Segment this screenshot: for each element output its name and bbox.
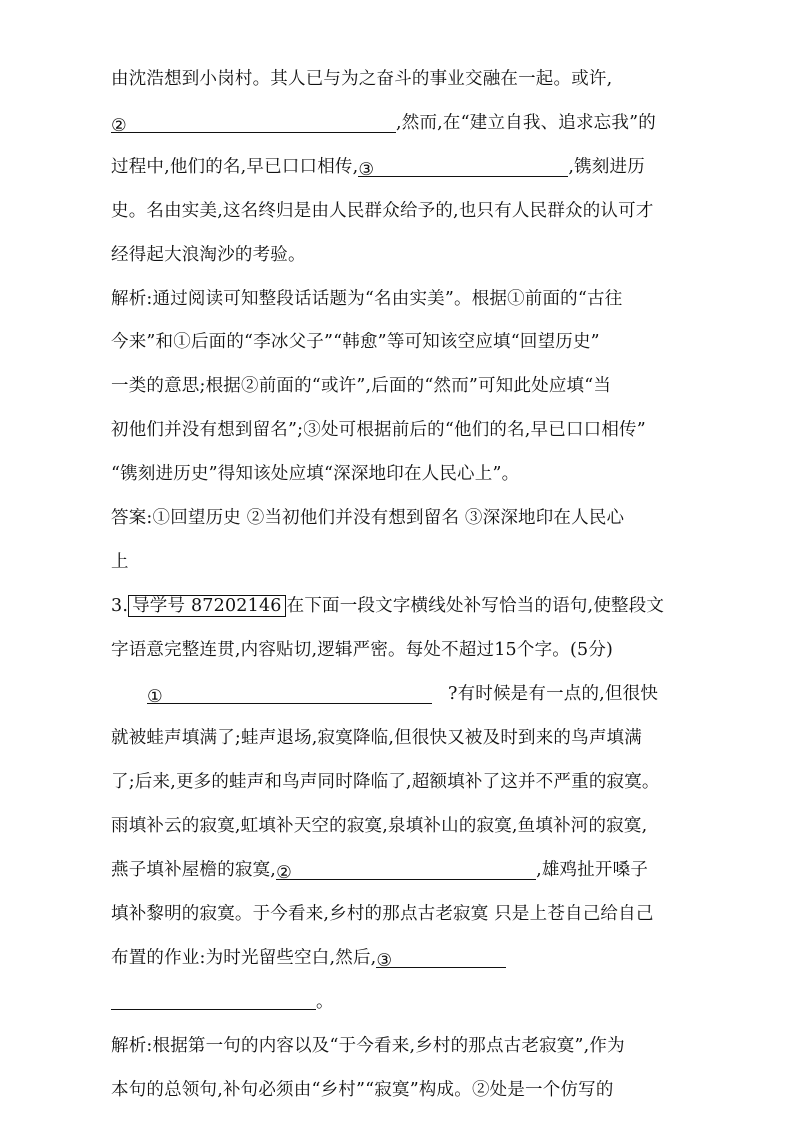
line-text: 燕子填补屋檐的寂寞, bbox=[111, 860, 277, 880]
analysis-line bbox=[111, 374, 691, 398]
analysis-line bbox=[111, 462, 691, 486]
line-text: 本句的总领句,补句必须由“乡村”“寂寞”构成。②处是一个仿写的 bbox=[111, 1080, 614, 1100]
line-text: 过程中,他们的名,早已口口相传, bbox=[111, 157, 359, 177]
line-text: 一类的意思;根据②前面的“或许”,后面的“然而”可知此处应填“当 bbox=[111, 376, 612, 396]
line-text: ,然而,在“建立自我、追求忘我”的 bbox=[396, 113, 656, 133]
blank-marker: ① bbox=[147, 687, 163, 707]
blank-marker: ③ bbox=[358, 160, 375, 180]
analysis-line bbox=[111, 1078, 691, 1102]
fill-blank-3-continued[interactable] bbox=[111, 991, 316, 1010]
line-text: ,雄鸡扯开嗓子 bbox=[536, 860, 649, 880]
text-line bbox=[111, 67, 691, 91]
study-id-box: 导学号 87202146 bbox=[128, 595, 286, 617]
text-line bbox=[111, 199, 691, 223]
question-line bbox=[111, 638, 691, 662]
passage-line bbox=[111, 990, 691, 1014]
analysis-line bbox=[111, 287, 691, 311]
passage-line bbox=[111, 726, 691, 750]
line-text: 解析:根据第一句的内容以及“于今看来,乡村的那点古老寂寞”,作为 bbox=[111, 1036, 625, 1056]
line-text: 史。名由实美,这名终归是由人民群众给予的,也只有人民群众的认可才 bbox=[111, 201, 654, 221]
blank-marker: ② bbox=[111, 116, 127, 136]
passage-line bbox=[111, 902, 691, 926]
passage-line bbox=[111, 946, 691, 970]
blank-marker: ② bbox=[276, 863, 292, 883]
blank-marker: ③ bbox=[376, 951, 393, 971]
line-text: 经得起大浪淘沙的考验。 bbox=[111, 245, 306, 265]
analysis-line bbox=[111, 330, 691, 354]
fill-blank-2[interactable] bbox=[276, 861, 536, 883]
line-text: ?有时候是有一点的,但很快 bbox=[448, 684, 659, 704]
text-line bbox=[111, 111, 691, 135]
line-text: ,镌刻进历 bbox=[568, 157, 645, 177]
line-text: 雨填补云的寂寞,虹填补天空的寂寞,泉填补山的寂寞,鱼填补河的寂寞, bbox=[111, 816, 648, 836]
fill-blank-1[interactable] bbox=[147, 685, 432, 707]
question-number: 3. bbox=[111, 596, 129, 616]
fill-blank-3[interactable] bbox=[376, 949, 506, 971]
line-text: 上 bbox=[111, 552, 129, 572]
line-text: 答案:①回望历史 ②当初他们并没有想到留名 ③深深地印在人民心 bbox=[111, 508, 625, 528]
text-line bbox=[111, 155, 691, 179]
line-text: 。 bbox=[316, 992, 334, 1012]
fill-blank-2[interactable] bbox=[111, 114, 396, 136]
analysis-line bbox=[111, 1034, 691, 1058]
passage-line bbox=[111, 814, 691, 838]
line-text: 了;后来,更多的蛙声和鸟声同时降临了,超额填补了这并不严重的寂寞。 bbox=[111, 772, 660, 792]
analysis-line bbox=[111, 418, 691, 442]
line-text: 布置的作业:为时光留些空白,然后, bbox=[111, 948, 377, 968]
line-text: 填补黎明的寂寞。于今看来,乡村的那点古老寂寞 只是上苍自己给自己 bbox=[111, 904, 654, 924]
answer-line bbox=[111, 550, 691, 574]
line-text: 就被蛙声填满了;蛙声退场,寂寞降临,但很快又被及时到来的鸟声填满 bbox=[111, 728, 642, 748]
line-text: 由沈浩想到小岗村。其人已与为之奋斗的事业交融在一起。或许, bbox=[111, 69, 613, 89]
passage-line bbox=[111, 682, 691, 706]
passage-line bbox=[111, 858, 691, 882]
passage-line bbox=[111, 770, 691, 794]
answer-line bbox=[111, 506, 691, 530]
line-text: 在下面一段文字横线处补写恰当的语句,使整段文 bbox=[286, 596, 665, 616]
line-text: 初他们并没有想到留名”;③处可根据前后的“他们的名,早已口口相传” bbox=[111, 420, 646, 440]
line-text: 今来”和①后面的“李冰父子”“韩愈”等可知该空应填“回望历史” bbox=[111, 332, 600, 352]
line-text: 解析:通过阅读可知整段话话题为“名由实美”。根据①前面的“古往 bbox=[111, 289, 623, 309]
fill-blank-3[interactable] bbox=[358, 158, 568, 180]
question-line bbox=[111, 594, 691, 618]
text-line bbox=[111, 243, 691, 267]
line-text: 字语意完整连贯,内容贴切,逻辑严密。每处不超过15个字。(5分) bbox=[111, 640, 614, 660]
line-text: “镌刻进历史”得知该处应填“深深地印在人民心上”。 bbox=[111, 464, 520, 484]
